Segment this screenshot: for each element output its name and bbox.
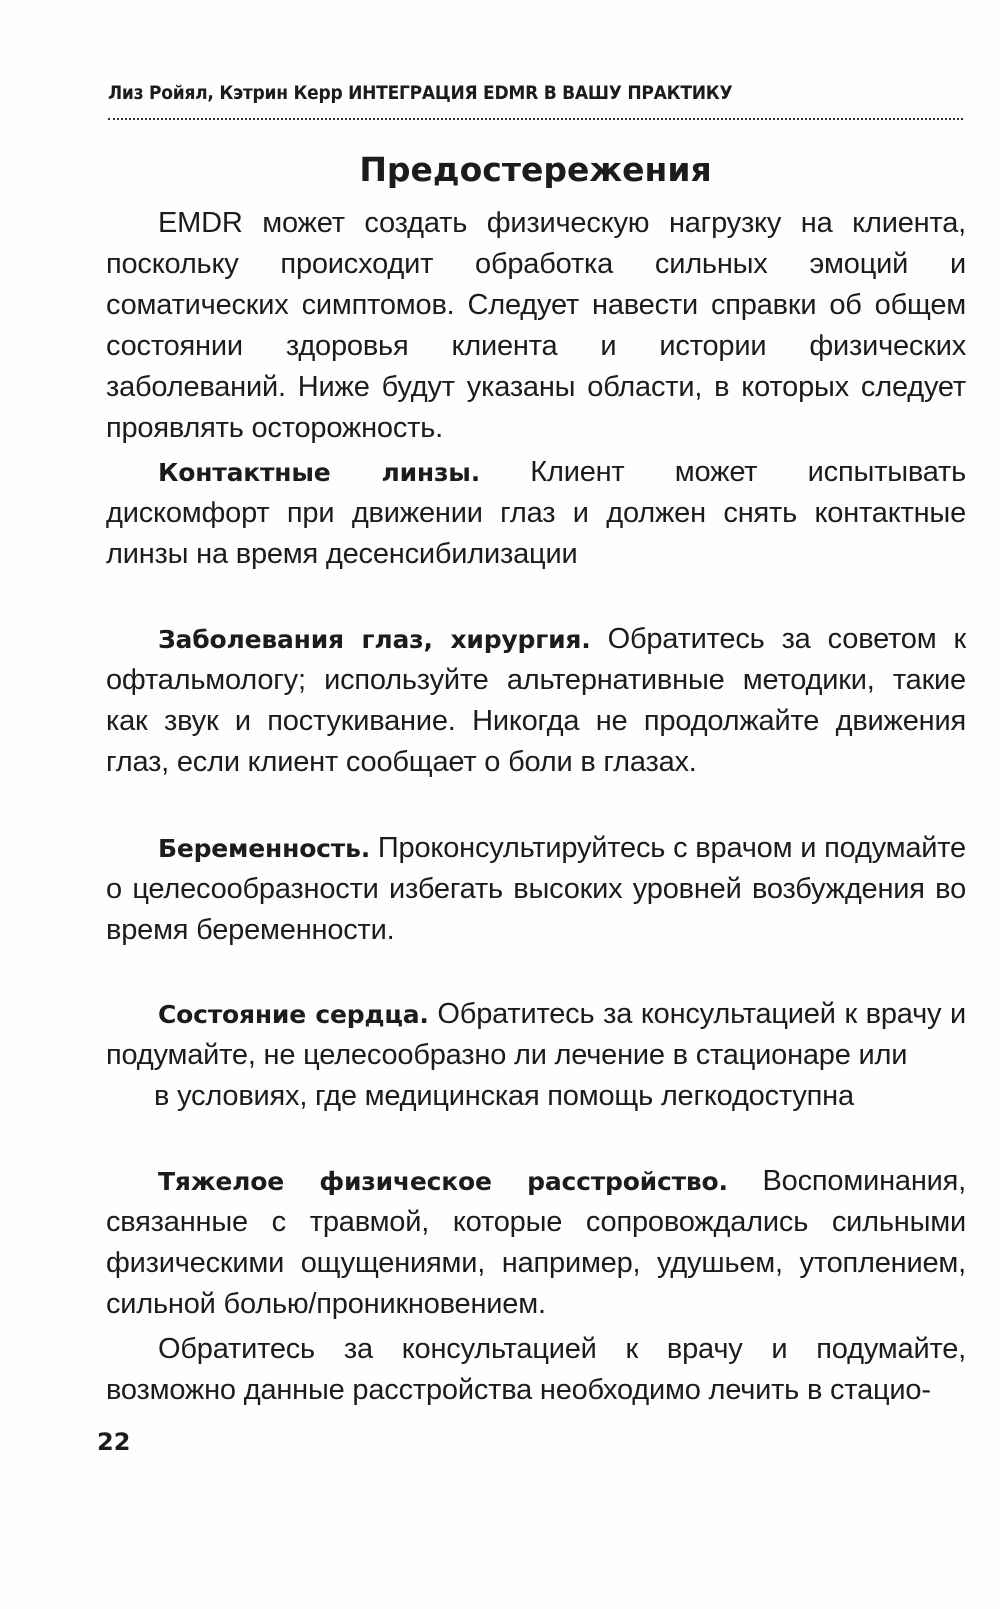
caution-text: Обратитесь за советом к офтальмологу; используйте альтернативные методики, такие как звук и постукивание. Никогда не продолжайте движения глаз, если клиент сообщает о боли в глазах.: [106, 623, 966, 778]
caution-term: Тяжелое физическое расстройство.: [158, 1167, 728, 1196]
caution-text: Обратитесь за консультацией к врачу и подумайте, не целесообразно ли лечение в стационаре или: [106, 998, 966, 1071]
running-header: Лиз Ройял, Кэтрин Керр ИНТЕГРАЦИЯ EDMR В ВАШУ ПРАКТИКУ: [108, 82, 733, 104]
section-title: Предостережения: [359, 150, 712, 189]
caution-term: Состояние сердца.: [158, 1000, 429, 1029]
caution-text: Проконсультируйтесь с врачом и подумайте о целесообразности избегать высоких уровней возбуждения во время беременности.: [106, 832, 966, 946]
caution-heart-condition: [106, 994, 966, 1117]
intro-paragraph: EMDR может создать физическую нагрузку на клиента, поскольку происходит обработка сильных эмоций и соматических симптомов. Следует навести справки об общем состоянии здоровья клиента и истории физических заболеваний. Ниже будут указаны области, в которых следует проявлять осторожность.: [106, 207, 966, 444]
caution-text: Клиент может испытывать дискомфорт при движении глаз и должен снять контактные линзы на время десенсибилизации: [106, 456, 966, 570]
continuation-paragraph: Обратитесь за консультацией к врачу и подумайте, возможно данные расстройства необходимо лечить в стацио-: [106, 1333, 966, 1406]
header-dotted-rule: [108, 118, 963, 120]
caution-contact-lenses: [106, 452, 966, 575]
caution-term: Контактные линзы.: [158, 458, 480, 487]
caution-term: Заболевания глаз, хирургия.: [158, 625, 591, 654]
caution-physical-disorder: [106, 1161, 966, 1325]
caution-text-continued: в условиях, где медицинская помощь легкодоступна: [154, 1080, 854, 1112]
caution-term: Беременность.: [158, 834, 370, 863]
caution-eye-disease: [106, 619, 966, 783]
caution-pregnancy: [106, 828, 966, 951]
caution-text: Воспоминания, связанные с травмой, которые сопровождались сильными физическими ощущениями, например, удушьем, утоплением, сильной болью/проникновением.: [106, 1165, 966, 1320]
page-number: 22: [97, 1428, 131, 1456]
